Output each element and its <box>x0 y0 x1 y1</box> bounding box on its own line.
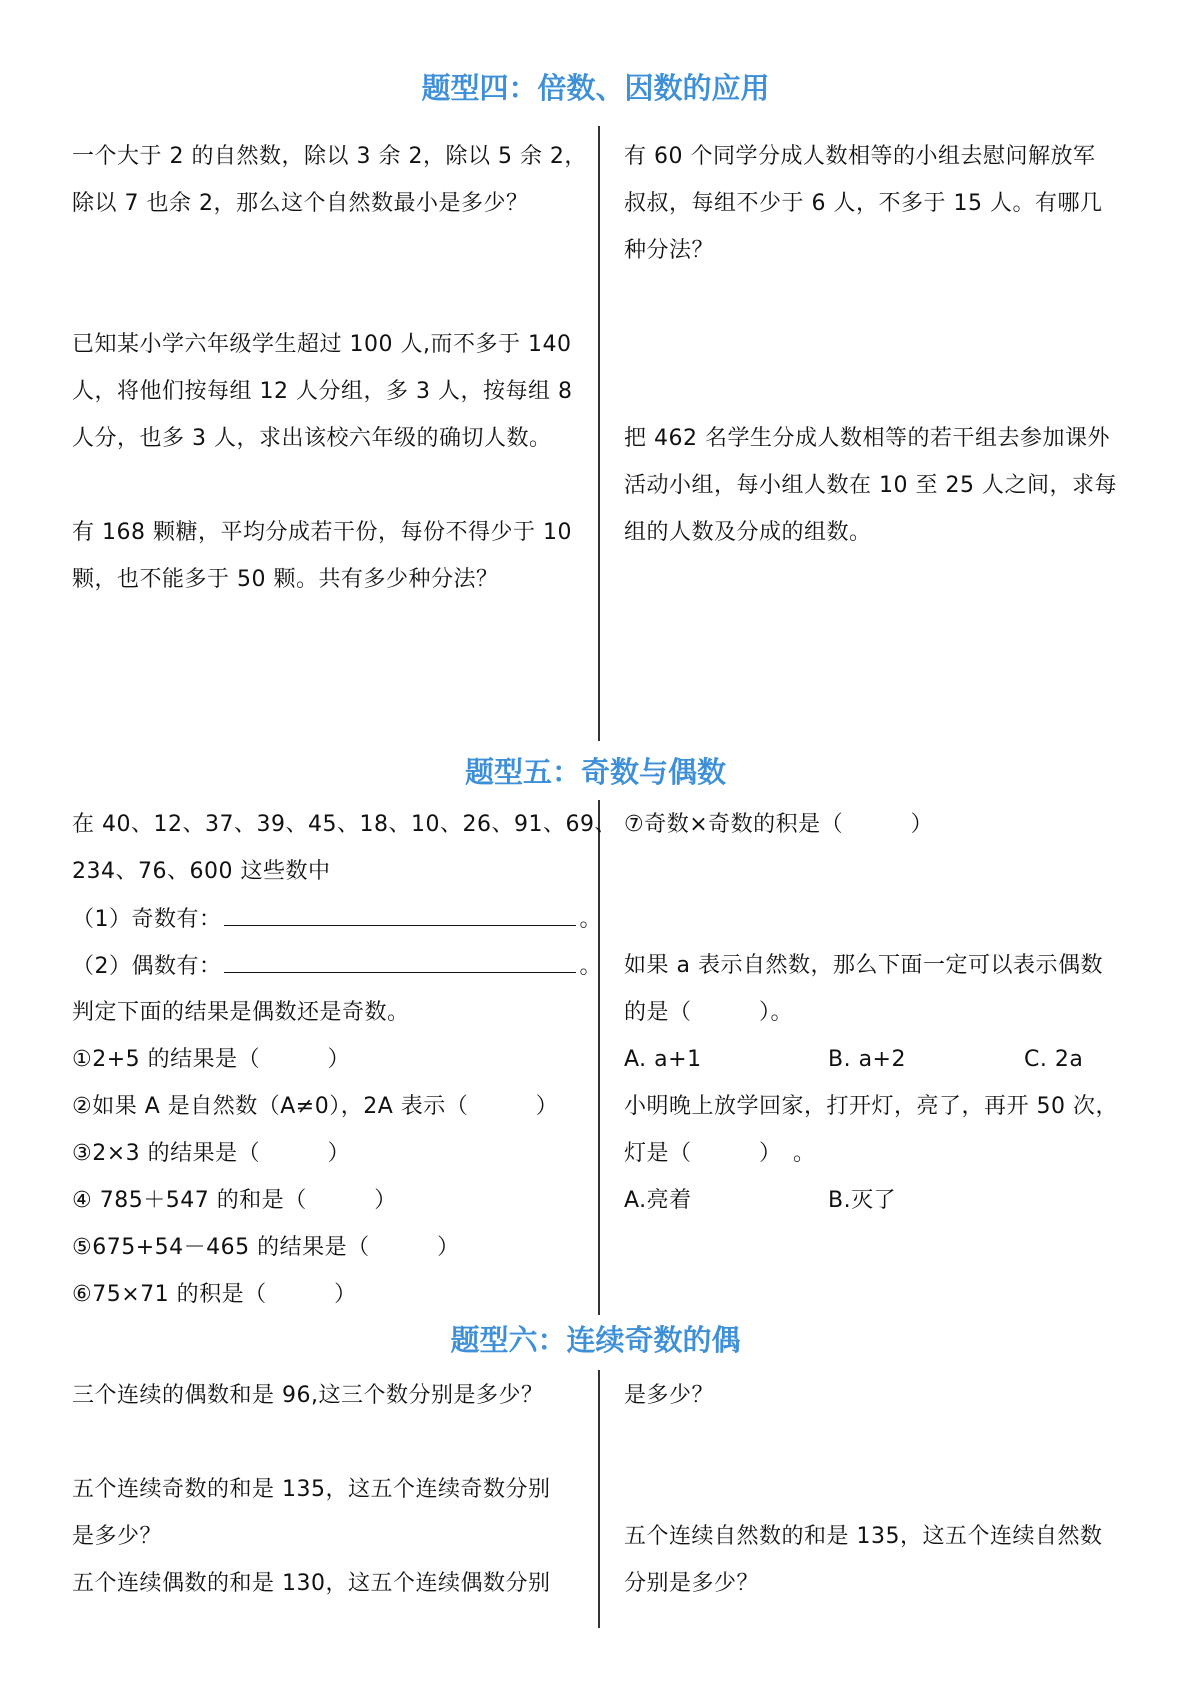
q4-left-line-6: 有 168 颗糖，平均分成若干份，每份不得少于 10 <box>72 520 572 545</box>
q5-left-line-2: 234、76、600 这些数中 <box>72 859 331 884</box>
column-divider-5 <box>598 800 600 1315</box>
q6-right-line-1: 是多少？ <box>624 1383 715 1408</box>
section-title-6: 题型六：连续奇数的偶 <box>450 1323 741 1357</box>
q5-item-2: ②如果 A 是自然数（A≠0），2A 表示（ ） <box>72 1094 559 1119</box>
q4-right-line-5: 活动小组，每小组人数在 10 至 25 人之间，求每 <box>624 473 1117 498</box>
q6-left-line-1: 三个连续的偶数和是 96,这三个数分别是多少？ <box>72 1383 544 1408</box>
q5-right-line-5: 小明晚上放学回家，打开灯，亮了，再开 50 次， <box>624 1094 1118 1119</box>
column-divider-4 <box>598 126 600 741</box>
q4-right-line-1: 有 60 个同学分成人数相等的小组去慰问解放军 <box>624 144 1096 169</box>
q5-right-line-6: 灯是（ ） 。 <box>624 1141 816 1166</box>
choice-a: A. a+1 <box>624 1047 702 1072</box>
q5-right-line-3: 的是（ ）。 <box>624 1000 794 1025</box>
q4-left-line-1: 一个大于 2 的自然数，除以 3 余 2，除以 5 余 2， <box>72 144 587 169</box>
q5-left-instruction: 判定下面的结果是偶数还是奇数。 <box>72 1000 410 1025</box>
q4-left-line-7: 颗，也不能多于 50 颗。共有多少种分法？ <box>72 567 499 592</box>
q6-left-line-3: 是多少？ <box>72 1524 163 1549</box>
q6-left-line-2: 五个连续奇数的和是 135，这五个连续奇数分别 <box>72 1477 551 1502</box>
q5-item-1: ①2+5 的结果是（ ） <box>72 1047 351 1072</box>
q4-left-line-3: 已知某小学六年级学生超过 100 人,而不多于 140 <box>72 332 572 357</box>
q4-left-line-5: 人分，也多 3 人，求出该校六年级的确切人数。 <box>72 426 552 451</box>
choice-lit: A.亮着 <box>624 1188 692 1213</box>
q5-item-4: ④ 785＋547 的和是（ ） <box>72 1188 397 1213</box>
even-numbers-blank[interactable] <box>224 942 576 973</box>
q4-left-line-2: 除以 7 也余 2，那么这个自然数最小是多少？ <box>72 191 529 216</box>
q4-right-line-3: 种分法？ <box>624 238 715 263</box>
even-numbers-line <box>72 942 602 990</box>
section-title-5: 题型五：奇数与偶数 <box>464 755 726 789</box>
choice-off: B.灭了 <box>828 1188 897 1213</box>
q5-item-5: ⑤675+54－465 的结果是（ ） <box>72 1235 460 1260</box>
even-numbers-label: （2）偶数有： <box>72 954 222 979</box>
q4-right-line-4: 把 462 名学生分成人数相等的若干组去参加课外 <box>624 426 1110 451</box>
q4-left-line-4: 人，将他们按每组 12 人分组，多 3 人，按每组 8 <box>72 379 573 404</box>
q5-right-line-2: 如果 a 表示自然数，那么下面一定可以表示偶数 <box>624 953 1103 978</box>
even-numbers-end: 。 <box>579 954 603 979</box>
choice-b: B. a+2 <box>828 1047 906 1072</box>
odd-numbers-line <box>72 895 602 943</box>
q5-item-6: ⑥75×71 的积是（ ） <box>72 1282 357 1307</box>
choice-c: C. 2a <box>1024 1047 1084 1072</box>
odd-numbers-end: 。 <box>579 907 603 932</box>
odd-numbers-label: （1）奇数有： <box>72 907 222 932</box>
q6-right-line-3: 分别是多少？ <box>624 1571 760 1596</box>
q6-right-line-2: 五个连续自然数的和是 135，这五个连续自然数 <box>624 1524 1103 1549</box>
q6-left-line-4: 五个连续偶数的和是 130，这五个连续偶数分别 <box>72 1571 551 1596</box>
section-title-4: 题型四：倍数、因数的应用 <box>421 71 770 105</box>
odd-numbers-blank[interactable] <box>224 895 576 926</box>
q4-right-line-2: 叔叔，每组不少于 6 人，不多于 15 人。有哪几 <box>624 191 1103 216</box>
q4-right-line-6: 组的人数及分成的组数。 <box>624 520 872 545</box>
column-divider-6 <box>598 1370 600 1628</box>
q5-item-3: ③2×3 的结果是（ ） <box>72 1141 351 1166</box>
q5-item-7: ⑦奇数×奇数的积是（ ） <box>624 812 934 837</box>
q5-left-line-1: 在 40、12、37、39、45、18、10、26、91、69、 <box>72 812 617 837</box>
